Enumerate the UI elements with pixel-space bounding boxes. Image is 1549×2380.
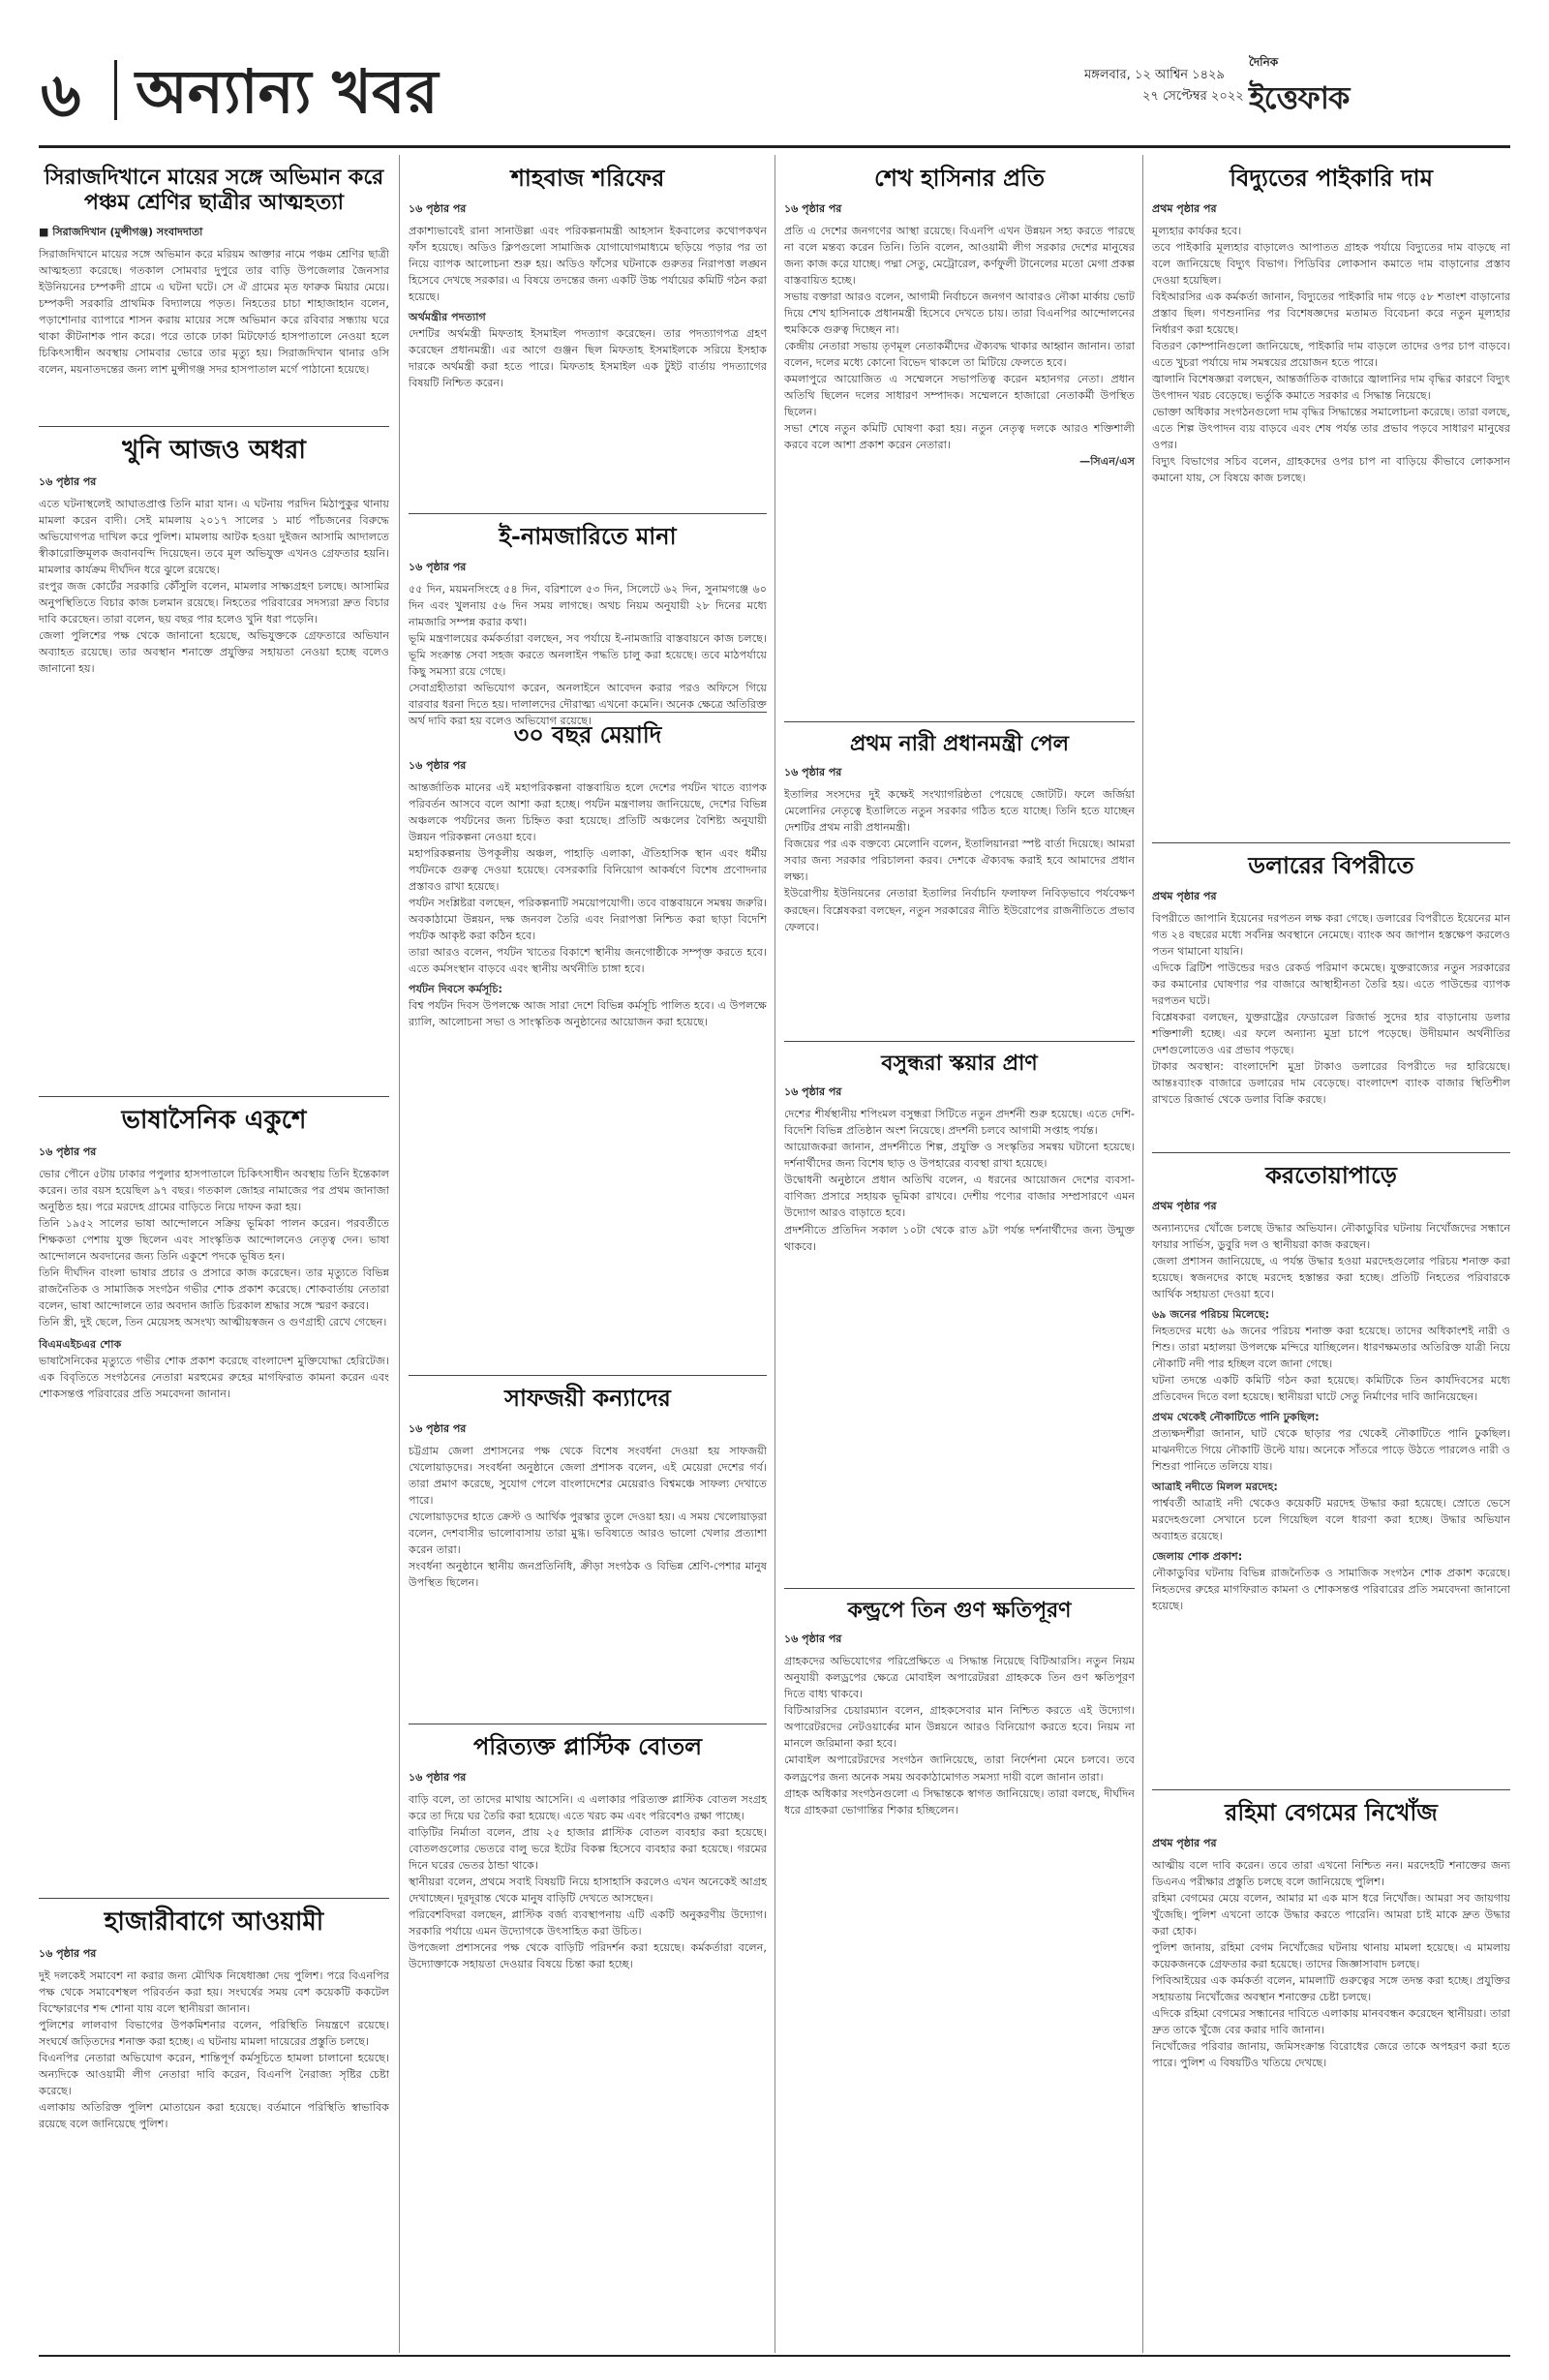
article-subhead: পর্যটন দিবসে কর্মসূচি:: [409, 982, 502, 995]
divider: [784, 1588, 1135, 1589]
article-kalndpe: [784, 1598, 1135, 1818]
article-body: প্রতি এ দেশের জনগণের আস্থা রয়েছে। বিএনপি এখন উন্নয়ন সহ্য করতে পারছে না বলে মন্তব্য করেন তিনি। তিনি বলেন, আওয়ামী লীগ সরকার দেশের মানুষের জন্য কাজ করে যাচ্ছে। পদ্মা সেতু, মেট্রোরেল, কর্ণফুলী টানেলের মতো মেগা প্রকল্প বাস্তবায়িত হচ্ছে। সভায় বক্তারা আরও বলেন, আগামী নির্বাচনে জনগণ আবারও নৌকা মার্কায় ভোট দিয়ে শেখ হাসিনাকে প্রধানমন্ত্রী হিসেবে দেখতে চায়। তারা বিএনপির আন্দোলনের হুমকিকে গুরুত্ব দিচ্ছেন না। কেন্দ্রীয় নেতারা সভায় তৃণমূল নেতাকর্মীদের ঐক্যবদ্ধ থাকার আহ্বান জানান। তারা বলেন, দলের মধ্যে কোনো বিভেদ থাকলে তা মিটিয়ে ফেলতে হবে। কমলাপুরে আয়োজিত এ সম্মেলনে সভাপতিত্ব করেন মহানগর নেতা। প্রধান অতিথি ছিলেন দলের সাধারণ সম্পাদক। সম্মেলনে হাজারো নেতাকর্মী উপস্থিত ছিলেন। সভা শেষে নতুন কমিটি ঘোষণা করা হয়। নতুন নেতৃত্ব দলকে আরও শক্তিশালী করবে বলে আশা প্রকাশ করেন নেতারা।: [784, 224, 1135, 451]
article-subhead: ৬৯ জনের পরিচয় মিলেছে:: [1152, 1307, 1270, 1321]
article-body: আন্তর্জাতিক মানের এই মহাপরিকল্পনা বাস্তবায়িত হলে দেশের পর্যটন খাতে ব্যাপক পরিবর্তন আসবে বলে আশা করা হচ্ছে। পর্যটন মন্ত্রণালয় জানিয়েছে, দেশের বিভিন্ন অঞ্চলকে পর্যটনের জন্য চিহ্নিত করা হয়েছে। প্রতিটি অঞ্চলের বৈশিষ্ট্য অনুযায়ী উন্নয়ন পরিকল্পনা নেওয়া হবে। মহাপরিকল্পনায় উপকূলীয় অঞ্চল, পাহাড়ি এলাকা, ঐতিহাসিক স্থান এবং ধর্মীয় পর্যটনকে গুরুত্ব দেওয়া হয়েছে। বেসরকারি বিনিয়োগ আকর্ষণে বিশেষ প্রণোদনার প্রস্তাবও রাখা হয়েছে। পর্যটন সংশ্লিষ্টরা বলছেন, পরিকল্পনাটি সময়োপযোগী। তবে বাস্তবায়নে সমন্বয় জরুরি। অবকাঠামো উন্নয়ন, দক্ষ জনবল তৈরি এবং নিরাপত্তা নিশ্চিত করা ছাড়া বিদেশি পর্যটক আকৃষ্ট করা কঠিন হবে। তারা আরও বলেন, পর্যটন খাতের বিকাশে স্থানীয় জনগোষ্ঠীকে সম্পৃক্ত করতে হবে। এতে কর্মসংস্থান বাড়বে এবং স্থানীয় অর্থনীতি চাঙ্গা হবে।: [409, 780, 767, 975]
article-subhead: জেলায় শোক প্রকাশ:: [1152, 1550, 1243, 1564]
continued-from: প্রথম পৃষ্ঠার পর: [1152, 1199, 1217, 1212]
article-khuni: [39, 436, 389, 677]
article-sub-body: পার্শ্ববর্তী আত্রাই নদী থেকেও কয়েকটি মরদেহ উদ্ধার করা হয়েছে। স্রোতে ভেসে মরদেহগুলো সেখানে চলে গিয়েছিল বলে ধারণা করা হচ্ছে। উদ্ধার অভিযান অব্যাহত রয়েছে।: [1152, 1497, 1510, 1543]
article-subhead: প্রথম থেকেই নৌকাটিতে পানি ঢুকছিল:: [1152, 1410, 1320, 1423]
article-bidyut: [1152, 165, 1510, 486]
masthead-divider: [114, 60, 117, 120]
date-bangla: মঙ্গলবার, ১২ আশ্বিন ১৪২৯: [1084, 68, 1225, 82]
article-body: ভোর পৌনে ৫টায় ঢাকার পপুলার হাসপাতালে চিকিৎসাধীন অবস্থায় তিনি ইন্তেকাল করেন। তার বয়স হয়েছিল ৯৭ বছর। গতকাল জোহর নামাজের পর প্রথম জানাজা অনুষ্ঠিত হয়। পরে মরদেহ গ্রামের বাড়িতে নিয়ে দাফন করা হয়। তিনি ১৯৫২ সালের ভাষা আন্দোলনে সক্রিয় ভূমিকা পালন করেন। পরবর্তীতে শিক্ষকতা পেশায় যুক্ত ছিলেন এবং সাংস্কৃতিক আন্দোলনেও নেতৃত্ব দেন। ভাষা আন্দোলনে অবদানের জন্য তিনি একুশে পদকে ভূষিত হন। তিনি দীর্ঘদিন বাংলা ভাষার প্রচার ও প্রসারে কাজ করেছেন। তার মৃত্যুতে বিভিন্ন রাজনৈতিক ও সামাজিক সংগঠন গভীর শোক প্রকাশ করেছে। শোকবার্তায় নেতারা বলেন, ভাষা আন্দোলনে তার অবদান জাতি চিরকাল শ্রদ্ধার সঙ্গে স্মরণ করবে। তিনি স্ত্রী, দুই ছেলে, তিন মেয়েসহ অসংখ্য আত্মীয়স্বজন ও গুণগ্রাহী রেখে গেছেন।: [39, 1168, 389, 1329]
divider: [409, 712, 767, 713]
article-headline: বসুন্ধরা স্কয়ার প্রাণ: [881, 1051, 1038, 1076]
article-body: বাড়ি বলে, তা তাদের মাথায় আসেনি। এ এলাকার পরিত্যক্ত প্লাস্টিক বোতল সংগ্রহ করে তা দিয়ে ঘর তৈরি করা হয়েছে। এতে খরচ কম এবং পরিবেশও রক্ষা পাচ্ছে। বাড়িটির নির্মাতা বলেন, প্রায় ২৫ হাজার প্লাস্টিক বোতল ব্যবহার করা হয়েছে। বোতলগুলোর ভেতরে বালু ভরে ইটের বিকল্প হিসেবে ব্যবহার করা হয়েছে। গরমের দিনে ঘরের ভেতর ঠান্ডা থাকে। স্থানীয়রা বলেন, প্রথমে সবাই বিষয়টি নিয়ে হাসাহাসি করলেও এখন অনেকেই আগ্রহ দেখাচ্ছেন। দূরদূরান্ত থেকে মানুষ বাড়িটি দেখতে আসছেন। পরিবেশবিদরা বলছেন, প্লাস্টিক বর্জ্য ব্যবস্থাপনায় এটি একটি অনুকরণীয় উদ্যোগ। সরকারি পর্যায়ে এমন উদ্যোগকে উৎসাহিত করা উচিত। উপজেলা প্রশাসনের পক্ষ থেকে বাড়িটি পরিদর্শন করা হয়েছে। কর্মকর্তারা বলেন, উদ্যোক্তাকে সহায়তা দেওয়ার বিষয়ে চিন্তা করা হচ্ছে।: [409, 1792, 767, 1970]
article-sub-body: দেশটির অর্থমন্ত্রী মিফতাহ ইসমাইল পদত্যাগ করেছেন। তার পদত্যাগপত্র গ্রহণ করেছেন প্রধানমন্ত্রী। এর আগে গুঞ্জন ছিল মিফতাহ ইসমাইলকে সরিয়ে ইসহাক দারকে অর্থমন্ত্রী করা হতে পারে। মিফতাহ ইসমাইল এক টুইট বার্তায় পদত্যাগের বিষয়টি নিশ্চিত করেন।: [409, 326, 767, 389]
logo-name: ইত্তেফাক: [1249, 79, 1350, 116]
article-headline: ৩০ বছর মেয়াদি: [513, 720, 662, 748]
article-meyadi: [409, 721, 767, 1030]
article-subhead: বিএমএইচএর শোক: [39, 1338, 122, 1352]
logo-prefix: দৈনিক: [1249, 55, 1279, 69]
article-shahbaz: [409, 165, 767, 391]
divider: [39, 426, 389, 427]
article-headline: খুনি আজও অধরা: [122, 436, 306, 465]
article-headline: সাফজয়ী কন্যাদের: [504, 1384, 671, 1412]
continued-from: ১৬ পৃষ্ঠার পর: [39, 1947, 97, 1961]
article-headline: ভাষাসৈনিক একুশে: [121, 1106, 307, 1135]
article-bhasha: [39, 1106, 389, 1402]
article-headline: সিরাজদিখানে মায়ের সঙ্গে অভিমান করে পঞ্চম শ্রেণির ছাত্রীর আত্মহত্যা: [44, 165, 384, 216]
article-headline: শেখ হাসিনার প্রতি: [874, 164, 1045, 192]
article-subhead: অর্থমন্ত্রীর পদত্যাগ: [409, 310, 486, 323]
article-pell: [784, 731, 1135, 935]
divider: [409, 513, 767, 514]
masthead: [39, 39, 1510, 148]
article-headline: ডলারের বিপরীতে: [1248, 851, 1414, 879]
article-karatoya: [1152, 1162, 1510, 1614]
article-sub-body: বিশ্ব পর্যটন দিবস উপলক্ষে আজ সারা দেশে বিভিন্ন কর্মসূচি পালিত হবে। এ উপলক্ষে র‌্যালি, আলোচনা সভা ও সাংস্কৃতিক অনুষ্ঠানের আয়োজন করা হয়েছে।: [409, 999, 767, 1029]
article-plastic: [409, 1733, 767, 1972]
article-body: দুই দলকেই সমাবেশ না করার জন্য মৌখিক নিষেধাজ্ঞা দেয় পুলিশ। পরে বিএনপির পক্ষ থেকে সমাবেশস্থল পরিবর্তন করা হয়। সংঘর্ষের সময় বেশ কয়েকটি ককটেল বিস্ফোরণের শব্দ শোনা যায় বলে স্থানীয়রা জানান। পুলিশের লালবাগ বিভাগের উপকমিশনার বলেন, পরিস্থিতি নিয়ন্ত্রণে রয়েছে। সংঘর্ষে জড়িতদের শনাক্ত করা হচ্ছে। এ ঘটনায় মামলা দায়েরের প্রস্তুতি চলছে। বিএনপির নেতারা অভিযোগ করেন, শান্তিপূর্ণ কর্মসূচিতে হামলা চালানো হয়েছে। অন্যদিকে আওয়ামী লীগ নেতারা দাবি করেন, বিএনপি নৈরাজ্য সৃষ্টির চেষ্টা করেছে। এলাকায় অতিরিক্ত পুলিশ মোতায়েন করা হয়েছে। বর্তমানে পরিস্থিতি স্বাভাবিক রয়েছে বলে জানিয়েছে পুলিশ।: [39, 1969, 389, 2131]
article-headline: হাজারীবাগে আওয়ামী: [104, 1907, 324, 1937]
article-headline: ই-নামজারিতে মানা: [499, 522, 677, 550]
article-body: সিরাজদিখানে মায়ের সঙ্গে অভিমান করে মরিয়ম আক্তার নামে পঞ্চম শ্রেণির ছাত্রী আত্মহত্যা করেছে। গতকাল সোমবার দুপুরে তার বাড়ি উপজেলার জৈনসার ইউনিয়নের চম্পকদী গ্রামে এ ঘটনা ঘটে। সে ঐ গ্রামের মৃত ফারুক মিয়ার মেয়ে। চম্পকদী সরকারি প্রাথমিক বিদ্যালয়ে পড়ত। নিহতের চাচা শাহাজাহান বলেন, পড়াশোনার ব্যাপারে শাসন করায় মায়ের সঙ্গে অভিমান করে রবিবার সন্ধ্যায় ঘরে থাকা কীটনাশক পান করে। পরে তাকে ঢাকা মিটফোর্ড হাসপাতালে নেওয়া হলে চিকিৎসাধীন অবস্থায় সোমবার ভোরে তার মৃত্যু হয়। সিরাজদিখান থানার ওসি বলেন, ময়নাতদন্তের জন্য লাশ মুন্সীগঞ্জ সদর হাসপাতাল মর্গে পাঠানো হয়েছে।: [39, 247, 389, 376]
section-title: অন্যান্য খবর: [136, 56, 439, 127]
divider: [1152, 842, 1510, 843]
article-headline: পরিত্যক্ত প্লাস্টিক বোতল: [472, 1732, 703, 1760]
article-byline: ■ সিরাজদিখান (মুন্সীগঞ্জ) সংবাদদাতা: [39, 225, 203, 238]
continued-from: ১৬ পৃষ্ঠার পর: [409, 201, 467, 215]
footer-rule: [39, 2355, 1510, 2357]
article-body: এতে ঘটনাস্থলেই আঘাতপ্রাপ্ত তিনি মারা যান। এ ঘটনায় পরদিন মিঠাপুকুর থানায় মামলা করেন বাদী। সেই মামলায় ২০১৭ সালের ১ মার্চ পাঁচজনের বিরুদ্ধে অভিযোগপত্র দাখিল করে পুলিশ। মামলায় আটক হওয়া দুইজন আসামি আদালতে স্বীকারোক্তিমূলক জবানবন্দি দিয়েছেন। তবে মূল অভিযুক্ত এখনও গ্রেফতার হয়নি। মামলার কার্যক্রম দীর্ঘদিন ধরে ঝুলে রয়েছে। রংপুর জজ কোর্টের সরকারি কৌঁসুলি বলেন, মামলার সাক্ষ্যগ্রহণ চলছে। আসামির অনুপস্থিতিতে বিচার কাজ চলমান রয়েছে। নিহতের পরিবারের সদস্যরা দ্রুত বিচার দাবি করেছেন। তারা বলেন, ছয় বছর পার হলেও খুনি ধরা পড়েনি। জেলা পুলিশের পক্ষ থেকে জানানো হয়েছে, অভিযুক্তকে গ্রেফতারে অভিযান অব্যাহত রয়েছে। তার অবস্থান শনাক্তে প্রযুক্তির সহায়তা নেওয়া হচ্ছে বলেও জানানো হয়।: [39, 498, 389, 676]
article-sub-body: প্রত্যক্ষদর্শীরা জানান, ঘাট থেকে ছাড়ার পর থেকেই নৌকাটিতে পানি ঢুকছিল। মাঝনদীতে গিয়ে নৌকাটি উল্টে যায়। অনেকে সাঁতরে পাড়ে উঠতে পারলেও নারী ও শিশুরা পানিতে তলিয়ে যায়।: [1152, 1426, 1510, 1474]
continued-from: প্রথম পৃষ্ঠার পর: [1152, 889, 1217, 902]
article-body: আত্মীয় বলে দাবি করেন। তবে তারা এখনো নিশ্চিত নন। মরদেহটি শনাক্তের জন্য ডিএনএ পরীক্ষার প্রস্তুতি চলছে বলে জানিয়েছে পুলিশ। রহিমা বেগমের মেয়ে বলেন, আমার মা এক মাস ধরে নিখোঁজ। আমরা সব জায়গায় খুঁজেছি। পুলিশ এখনো তাকে উদ্ধার করতে পারেনি। আমরা চাই মাকে দ্রুত উদ্ধার করা হোক। পুলিশ জানায়, রহিমা বেগম নিখোঁজের ঘটনায় থানায় মামলা হয়েছে। এ মামলায় কয়েকজনকে গ্রেফতার করা হয়েছে। তাদের জিজ্ঞাসাবাদ চলছে। পিবিআইয়ের এক কর্মকর্তা বলেন, মামলাটি গুরুত্বের সঙ্গে তদন্ত করা হচ্ছে। প্রযুক্তির সহায়তায় নিখোঁজের অবস্থান শনাক্তের চেষ্টা চলছে। এদিকে রহিমা বেগমের সন্ধানের দাবিতে এলাকায় মানববন্ধন করেছেন স্থানীয়রা। তারা দ্রুত তাকে খুঁজে বের করার দাবি জানান। নিখোঁজের পরিবার জানায়, জমিসংক্রান্ত বিরোধের জেরে তাকে অপহরণ করা হতে পারে। পুলিশ এ বিষয়টিও খতিয়ে দেখছে।: [1152, 1858, 1510, 2069]
article-rahima: [1152, 1799, 1510, 2071]
divider: [784, 1041, 1135, 1042]
continued-from: ১৬ পৃষ্ঠার পর: [784, 1632, 842, 1646]
article-headline: বিদ্যুতের পাইকারি দাম: [1230, 164, 1433, 192]
continued-from: ১৬ পৃষ্ঠার পর: [784, 766, 842, 779]
article-body: বিপরীতে জাপানি ইয়েনের দরপতন লক্ষ করা গেছে। ডলারের বিপরীতে ইয়েনের মান গত ২৪ বছরের মধ্যে সর্বনিম্ন অবস্থানে নেমেছে। ব্যাংক অব জাপান হস্তক্ষেপ করলেও পতন থামানো যায়নি। এদিকে ব্রিটিশ পাউন্ডের দরও রেকর্ড পরিমাণ কমেছে। যুক্তরাজ্যের নতুন সরকারের কর কমানোর ঘোষণার পর বাজারে আস্থাহীনতা তৈরি হয়। এতে পাউন্ডের ব্যাপক দরপতন ঘটে। বিশ্লেষকরা বলছেন, যুক্তরাষ্ট্রের ফেডারেল রিজার্ভ সুদের হার বাড়ানোয় ডলার শক্তিশালী হচ্ছে। এর ফলে অন্যান্য মুদ্রা চাপে পড়েছে। উদীয়মান অর্থনীতির দেশগুলোতেও এর প্রভাব পড়ছে। টাকার অবস্থান: বাংলাদেশি মুদ্রা টাকাও ডলারের বিপরীতে দর হারিয়েছে। আন্তঃব্যাংক বাজারে ডলারের দাম বেড়েছে। বাংলাদেশ ব্যাংক বাজার স্থিতিশীল রাখতে রিজার্ভ থেকে ডলার বিক্রি করছে।: [1152, 911, 1510, 1106]
continued-from: প্রথম পৃষ্ঠার পর: [1152, 1836, 1217, 1849]
article-body: প্রকাশ্যভাবেই রানা সানাউল্লা এবং পরিকল্পনামন্ত্রী আহসান ইকবালের কথোপকথন ফাঁস হয়েছে। অডিও ক্লিপগুলো সামাজিক যোগাযোগমাধ্যমে ছড়িয়ে পড়ার পর তা নিয়ে ব্যাপক আলোচনা শুরু হয়। অডিও ফাঁসের ঘটনাকে গুরুতর নিরাপত্তা লঙ্ঘন হিসেবে দেখছে সরকার। এ বিষয়ে তদন্তের জন্য একটি উচ্চ পর্যায়ের কমিটি গঠন করা হয়েছে।: [409, 224, 767, 303]
article-body: অন্যান্যদের খোঁজে চলছে উদ্ধার অভিযান। নৌকাডুবির ঘটনায় নিখোঁজদের সন্ধানে ফায়ার সার্ভিস, ডুবুরি দল ও স্থানীয়রা কাজ করছেন। জেলা প্রশাসন জানিয়েছে, এ পর্যন্ত উদ্ধার হওয়া মরদেহগুলোর পরিচয় শনাক্ত করা হয়েছে। স্বজনদের কাছে মরদেহ হস্তান্তর করা হচ্ছে। প্রতিটি নিহতের পরিবারকে আর্থিক সহায়তা দেওয়া হবে।: [1152, 1221, 1510, 1300]
continued-from: ১৬ পৃষ্ঠার পর: [409, 1770, 467, 1784]
article-boshundhara: [784, 1051, 1135, 1255]
continued-from: প্রথম পৃষ্ঠার পর: [1152, 201, 1217, 215]
divider: [409, 1375, 767, 1376]
continued-from: ১৬ পৃষ্ঠার পর: [39, 1145, 97, 1159]
column-rule: [774, 155, 775, 2353]
divider: [39, 1898, 389, 1899]
divider: [1152, 1789, 1510, 1790]
continued-from: ১৬ পৃষ্ঠার পর: [409, 1421, 467, 1435]
continued-from: ১৬ পৃষ্ঠার পর: [784, 201, 842, 215]
divider: [784, 721, 1135, 722]
divider: [39, 1096, 389, 1097]
article-body: দেশের শীর্ষস্থানীয় শপিংমল বসুন্ধরা সিটিতে নতুন প্রদর্শনী শুরু হয়েছে। এতে দেশি-বিদেশি বিভিন্ন প্রতিষ্ঠান অংশ নিয়েছে। প্রদর্শনী চলবে আগামী সপ্তাহ পর্যন্ত। আয়োজকরা জানান, প্রদর্শনীতে শিল্প, প্রযুক্তি ও সংস্কৃতির সমন্বয় ঘটানো হয়েছে। দর্শনার্থীদের জন্য বিশেষ ছাড় ও উপহারের ব্যবস্থা রাখা হয়েছে। উদ্বোধনী অনুষ্ঠানে প্রধান অতিথি বলেন, এ ধরনের আয়োজন দেশের ব্যবসা-বাণিজ্য প্রসারে সহায়ক ভূমিকা রাখবে। দেশীয় পণ্যের বাজার সম্প্রসারণে এমন উদ্যোগ আরও বাড়াতে হবে। প্রদর্শনীতে প্রতিদিন সকাল ১০টা থেকে রাত ৯টা পর্যন্ত দর্শনার্থীদের জন্য উন্মুক্ত থাকবে।: [784, 1108, 1135, 1253]
article-sheikh: [784, 165, 1135, 470]
column-rule: [1142, 155, 1143, 2353]
article-safjoyee: [409, 1385, 767, 1591]
article-hazaribag: [39, 1907, 389, 2132]
page-number: ৬: [41, 60, 81, 132]
article-sub-body: নৌকাডুবির ঘটনায় বিভিন্ন রাজনৈতিক ও সামাজিক সংগঠন শোক প্রকাশ করেছে। নিহতদের রুহের মাগফিরাত কামনা ও শোকসন্তপ্ত পরিবারের প্রতি সমবেদনা জানানো হয়েছে।: [1152, 1567, 1510, 1613]
article-body: গ্রাহকদের অভিযোগের পরিপ্রেক্ষিতে এ সিদ্ধান্ত নিয়েছে বিটিআরসি। নতুন নিয়ম অনুযায়ী কলড্রপের ক্ষেত্রে মোবাইল অপারেটররা গ্রাহককে তিন গুণ ক্ষতিপূরণ দিতে বাধ্য থাকবে। বিটিআরসির চেয়ারম্যান বলেন, গ্রাহকসেবার মান নিশ্চিত করতে এই উদ্যোগ। অপারেটরদের নেটওয়ার্কের মান উন্নয়নে আরও বিনিয়োগ করতে হবে। নিয়ম না মানলে জরিমানা করা হবে। মোবাইল অপারেটরদের সংগঠন জানিয়েছে, তারা নির্দেশনা মেনে চলবে। তবে কলড্রপের জন্য অনেক সময় অবকাঠামোগত সমস্যা দায়ী বলে জানান তারা। গ্রাহক অধিকার সংগঠনগুলো এ সিদ্ধান্তকে স্বাগত জানিয়েছে। তারা বলছে, দীর্ঘদিন ধরে গ্রাহকরা ভোগান্তির শিকার হচ্ছিলেন।: [784, 1655, 1135, 1816]
article-headline: প্রথম নারী প্রধানমন্ত্রী পেল: [849, 731, 1070, 756]
article-dollar: [1152, 852, 1510, 1108]
divider: [1152, 1152, 1510, 1153]
continued-from: ১৬ পৃষ্ঠার পর: [784, 1085, 842, 1099]
continued-from: ১৬ পৃষ্ঠার পর: [39, 475, 97, 489]
article-body: ইতালির সংসদের দুই কক্ষেই সংখ্যাগরিষ্ঠতা পেয়েছে জোটটি। ফলে জর্জিয়া মেলোনির নেতৃত্বে ইতালিতে নতুন সরকার গঠিত হতে যাচ্ছে। তিনি হতে যাচ্ছেন দেশটির প্রথম নারী প্রধানমন্ত্রী। বিজয়ের পর এক বক্তব্যে মেলোনি বলেন, ইতালিয়ানরা স্পষ্ট বার্তা দিয়েছে। আমরা সবার জন্য সরকার পরিচালনা করব। দেশকে ঐক্যবদ্ধ করাই হবে আমাদের প্রধান লক্ষ্য। ইউরোপীয় ইউনিয়নের নেতারা ইতালির নির্বাচনি ফলাফল নিবিড়ভাবে পর্যবেক্ষণ করছেন। বিশ্লেষকরা বলছেন, নতুন সরকারের নীতি ইউরোপের রাজনীতিতে প্রভাব ফেলবে।: [784, 788, 1135, 933]
article-body: চট্টগ্রাম জেলা প্রশাসনের পক্ষ থেকে বিশেষ সংবর্ধনা দেওয়া হয় সাফজয়ী খেলোয়াড়দের। সংবর্ধনা অনুষ্ঠানে জেলা প্রশাসক বলেন, এই মেয়েরা দেশের গর্ব। তারা প্রমাণ করেছে, সুযোগ পেলে বাংলাদেশের মেয়েরাও বিশ্বমঞ্চে সাফল্য দেখাতে পারে। খেলোয়াড়দের হাতে ক্রেস্ট ও আর্থিক পুরস্কার তুলে দেওয়া হয়। এ সময় খেলোয়াড়রা বলেন, দেশবাসীর ভালোবাসায় তারা মুগ্ধ। ভবিষ্যতে আরও ভালো খেলার প্রত্যাশা করেন তারা। সংবর্ধনা অনুষ্ঠানে স্থানীয় জনপ্রতিনিধি, ক্রীড়া সংগঠক ও বিভিন্ন শ্রেণি-পেশার মানুষ উপস্থিত ছিলেন।: [409, 1444, 767, 1589]
article-signature: —সিএন/এস: [1079, 455, 1135, 469]
article-sub-body: ভাষাসৈনিকের মৃত্যুতে গভীর শোক প্রকাশ করেছে বাংলাদেশ মুক্তিযোদ্ধা হেরিটেজ। এক বিবৃতিতে সংগঠনের নেতারা মরহুমের রুহের মাগফিরাত কামনা করেন এবং শোকসন্তপ্ত পরিবারের প্রতি সমবেদনা জানান।: [39, 1355, 389, 1401]
article-headline: রহিমা বেগমের নিখোঁজ: [1225, 1798, 1438, 1826]
article-body: মূল্যহার কার্যকর হবে। তবে পাইকারি মূল্যহার বাড়ালেও আপাতত গ্রাহক পর্যায়ে বিদ্যুতের দাম বাড়ছে না বলে জানিয়েছে বিদ্যুৎ বিভাগ। পিডিবির লোকসান কমাতে দাম বাড়ানোর প্রস্তাব দেওয়া হয়েছিল। বিইআরসির এক কর্মকর্তা জানান, বিদ্যুতের পাইকারি দাম গড়ে ৫৮ শতাংশ বাড়ানোর প্রস্তাব ছিল। গণশুনানির পর বিশেষজ্ঞদের মতামত বিবেচনা করে নতুন মূল্যহার নির্ধারণ করা হয়েছে। বিতরণ কোম্পানিগুলো জানিয়েছে, পাইকারি দাম বাড়লে তাদের ওপর চাপ বাড়বে। এতে খুচরা পর্যায়ে দাম সমন্বয়ের প্রয়োজন হতে পারে। জ্বালানি বিশেষজ্ঞরা বলছেন, আন্তর্জাতিক বাজারে জ্বালানির দাম বৃদ্ধির কারণে বিদ্যুৎ উৎপাদন খরচ বেড়েছে। ভর্তুকি কমাতে সরকার এ সিদ্ধান্ত নিয়েছে। ভোক্তা অধিকার সংগঠনগুলো দাম বৃদ্ধির সিদ্ধান্তের সমালোচনা করেছে। তারা বলছে, এতে শিল্প উৎপাদন ব্যয় বাড়বে এবং শেষ পর্যন্ত তার প্রভাব পড়বে সাধারণ মানুষের ওপর। বিদ্যুৎ বিভাগের সচিব বলেন, গ্রাহকদের ওপর চাপ না বাড়িয়ে কীভাবে লোকসান কমানো যায়, সে বিষয়ে কাজ চলছে।: [1152, 224, 1510, 485]
article-headline: কল্ড্রপে তিন গুণ ক্ষতিপূরণ: [847, 1598, 1072, 1623]
article-namaz: [409, 523, 767, 729]
article-headline: করতোয়াপাড়ে: [1265, 1161, 1397, 1189]
column-rule: [399, 155, 400, 2353]
date-english: ২৭ সেপ্টেম্বর ২০২২: [1142, 89, 1244, 104]
article-sub-body: নিহতদের মধ্যে ৬৯ জনের পরিচয় শনাক্ত করা হয়েছে। তাদের অধিকাংশই নারী ও শিশু। তারা মহালয়া উপলক্ষে মন্দিরে যাচ্ছিলেন। ধারণক্ষমতার অতিরিক্ত যাত্রী নিয়ে নৌকাটি নদী পার হচ্ছিল বলে জানা গেছে। ঘটনা তদন্তে একটি কমিটি গঠন করা হয়েছে। কমিটিকে তিন কার্যদিবসের মধ্যে প্রতিবেদন দিতে বলা হয়েছে। স্থানীয়রা ঘাটে সেতু নির্মাণের দাবি জানিয়েছেন।: [1152, 1324, 1510, 1403]
continued-from: ১৬ পৃষ্ঠার পর: [409, 560, 467, 573]
continued-from: ১৬ পৃষ্ঠার পর: [409, 758, 467, 772]
article-headline: শাহবাজ শরিফের: [510, 164, 665, 192]
article-subhead: আত্রাই নদীতে মিলল মরদেহ:: [1152, 1480, 1278, 1494]
article-sirajdikhan: [39, 165, 389, 378]
article-body: ৫৫ দিন, ময়মনসিংহে ৫৪ দিন, বরিশালে ৫৩ দিন, সিলেটে ৬২ দিন, সুনামগঞ্জে ৬০ দিন এবং খুলনায় ৫৬ দিন সময় লাগছে। অথচ নিয়ম অনুযায়ী ২৮ দিনের মধ্যে নামজারি সম্পন্ন করার কথা। ভূমি মন্ত্রণালয়ের কর্মকর্তারা বলছেন, সব পর্যায়ে ই-নামজারি বাস্তবায়নে কাজ চলছে। ভূমি সংক্রান্ত সেবা সহজ করতে অনলাইন পদ্ধতি চালু করা হয়েছে। তবে মাঠপর্যায়ে কিছু সমস্যা রয়ে গেছে। সেবাগ্রহীতারা অভিযোগ করেন, অনলাইনে আবেদন করার পরও অফিসে গিয়ে বারবার ধরনা দিতে হয়। দালালদের দৌরাত্ম্য এখনো কমেনি। অনেক ক্ষেত্রে অতিরিক্ত অর্থ দাবি করা হয় বলেও অভিযোগ রয়েছে।: [409, 582, 767, 727]
newspaper-logo: [1249, 54, 1350, 116]
